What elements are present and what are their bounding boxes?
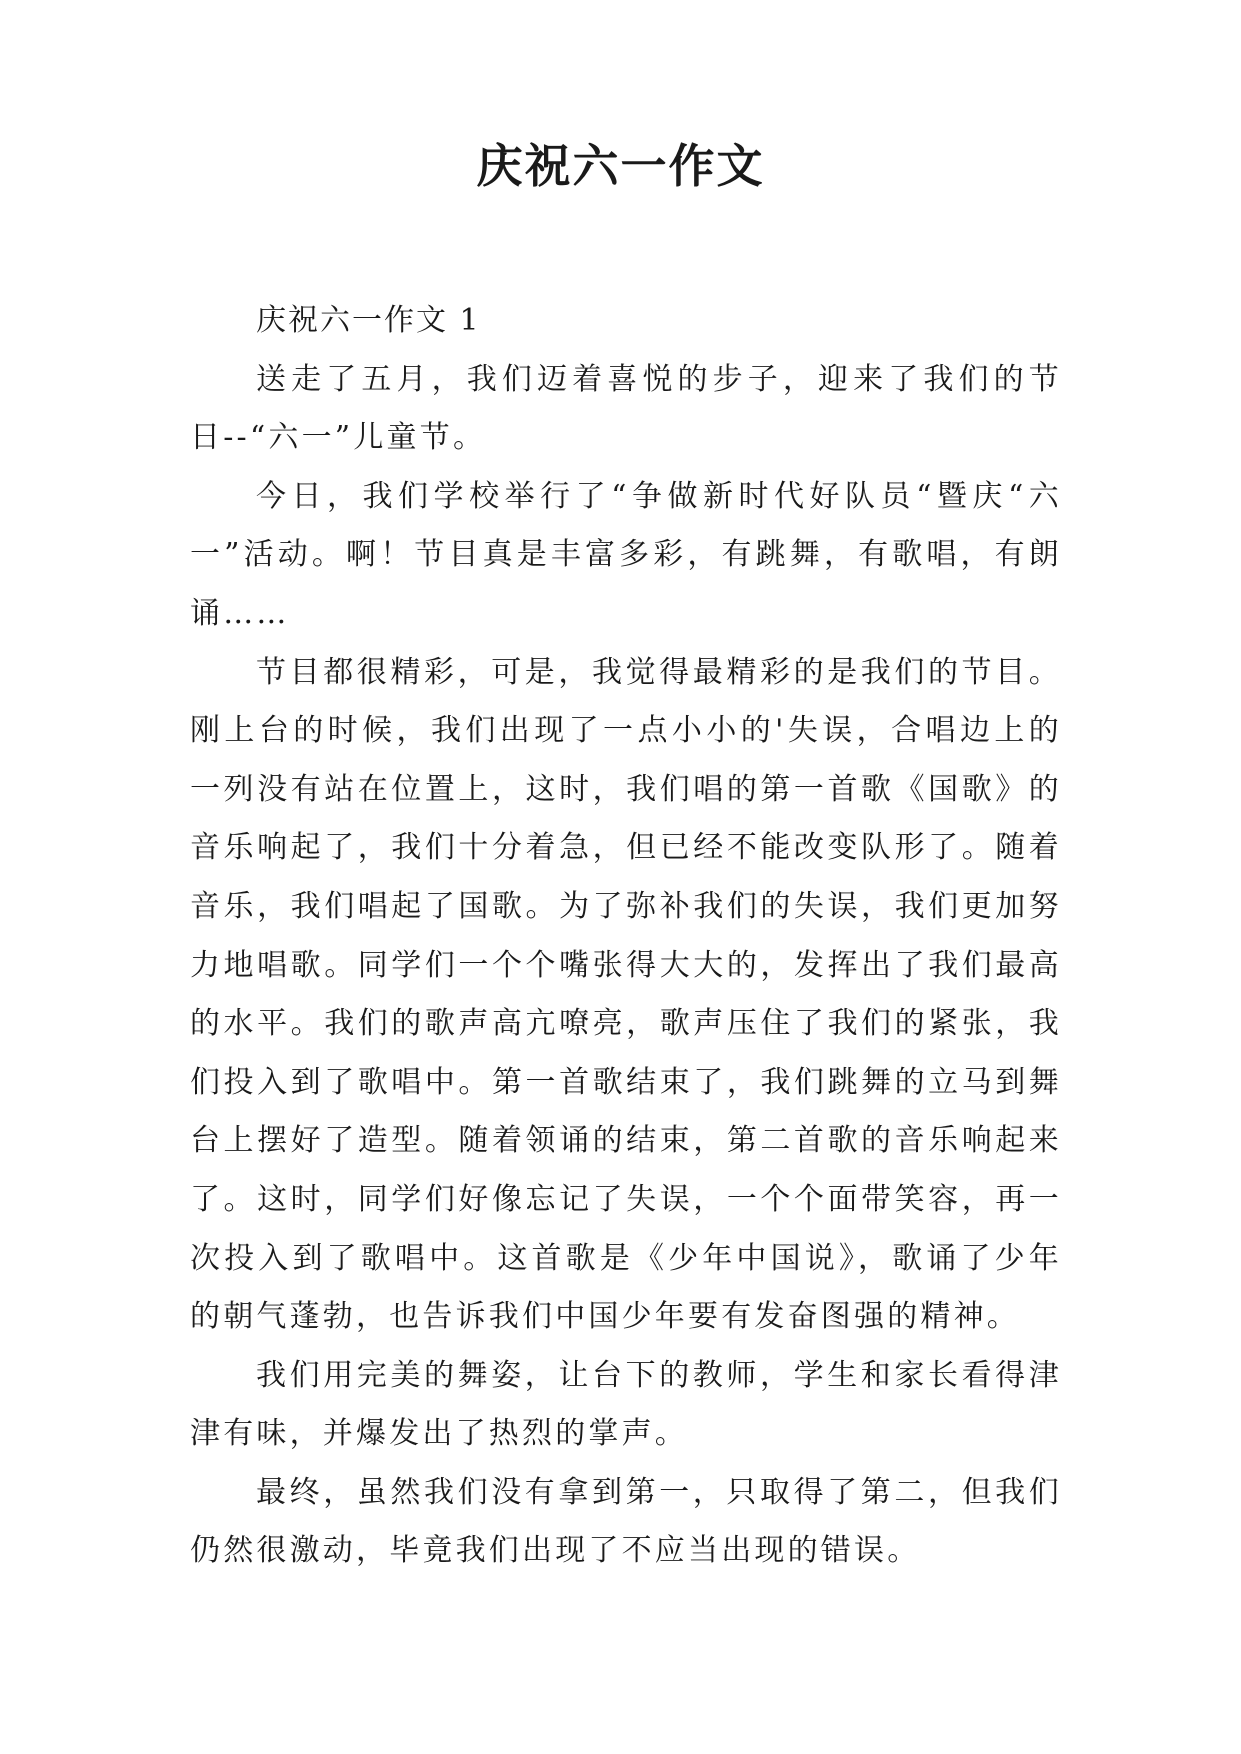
document-title: 庆祝六一作文 bbox=[476, 139, 765, 193]
document-body bbox=[190, 292, 1062, 1581]
section-heading: 庆祝六一作文 1 bbox=[256, 303, 481, 338]
paragraph-3: 节目都很精彩，可是，我觉得最精彩的是我们的节目。刚上台的时候，我们出现了一点小小的'失误，合唱边上的一列没有站在位置上，这时，我们唱的第一首歌《国歌》的音乐响起了，我们十分着急，但已经不能改变队形了。随着音乐，我们唱起了国歌。为了弥补我们的失误，我们更加努力地唱歌。同学们一个个嘴张得大大的，发挥出了我们最高的水平。我们的歌声高亢嘹亮，歌声压住了我们的紧张，我们投入到了歌唱中。第一首歌结束了，我们跳舞的立马到舞台上摆好了造型。随着领诵的结束，第二首歌的音乐响起来了。这时，同学们好像忘记了失误，一个个面带笑容，再一次投入到了歌唱中。这首歌是《少年中国说》，歌诵了少年的朝气蓬勃，也告诉我们中国少年要有发奋图强的精神。 bbox=[190, 654, 1062, 1335]
paragraph-2: 今日，我们学校举行了“争做新时代好队员“暨庆“六一”活动。啊！节目真是丰富多彩，有跳舞，有歌唱，有朗诵…… bbox=[190, 478, 1062, 631]
paragraph-5: 最终，虽然我们没有拿到第一，只取得了第二，但我们仍然很激动，毕竟我们出现了不应当出现的错误。 bbox=[190, 1474, 1062, 1569]
paragraph-4: 我们用完美的舞姿，让台下的教师，学生和家长看得津津有味，并爆发出了热烈的掌声。 bbox=[190, 1357, 1062, 1452]
paragraph-1: 送走了五月，我们迈着喜悦的步子，迎来了我们的节日--“六一”儿童节。 bbox=[190, 361, 1062, 456]
